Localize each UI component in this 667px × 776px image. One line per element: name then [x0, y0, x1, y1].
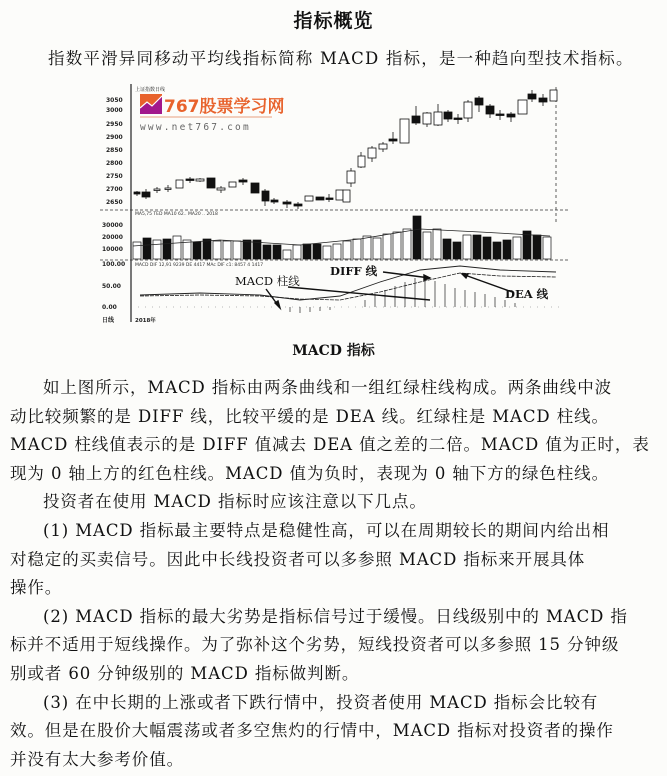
macd-histogram — [290, 278, 515, 313]
annotation-diff-line: DIFF 线 — [330, 264, 378, 278]
figure-caption: MACD 指标 — [292, 343, 375, 359]
svg-text:3000: 3000 — [106, 107, 123, 114]
annotation-dea-line: DEA 线 — [505, 287, 549, 301]
svg-text:100.00: 100.00 — [102, 261, 126, 268]
macd-chart-figure — [100, 82, 570, 330]
svg-text:2700: 2700 — [106, 186, 123, 193]
watermark-brand: 767股票学习网 — [164, 97, 285, 117]
paragraph-point-2 — [10, 603, 660, 689]
text-line: 效。但是在股价大幅震荡或者多空焦灼的行情中，MACD 指标对投资者的操作 — [10, 721, 614, 741]
text-line: 别或者 60 分钟级别的 MACD 指标做判断。 — [10, 663, 360, 683]
text-line: 操作。 — [10, 578, 63, 598]
svg-text:30000: 30000 — [102, 222, 123, 229]
svg-text:50.00: 50.00 — [102, 283, 121, 290]
price-axis — [106, 97, 123, 206]
paragraph-point-3 — [10, 689, 660, 775]
svg-text:MA5,75 TED MA10 62.. MA20 ..: MA5,75 TED MA10 62.. MA20 .. 2018 — [135, 212, 218, 217]
paragraph-description — [10, 374, 660, 488]
text-line: MACD 柱线值表示的是 DIFF 值减去 DEA 值之差的二倍。MACD 值为正时，表 — [10, 435, 650, 455]
article-body — [10, 374, 660, 774]
text-line: (2) MACD 指标的最大劣势是指标信号过于缓慢。日线级别中的 MACD 指 — [43, 606, 628, 626]
annotation-macd-bar: MACD 柱线 — [235, 274, 300, 288]
text-line: (3) 在中长期的上涨或者下跌行情中，投资者使用 MACD 指标会比较有 — [43, 692, 599, 712]
svg-text:2850: 2850 — [106, 147, 123, 154]
svg-text:MACD DIF 12,91 9239 DE 4417: MACD DIF 12,91 9239 DE 4417 MAc DIF c1: 8457 4 1417 — [135, 263, 264, 268]
text-line: (1) MACD 指标最主要特点是稳健性高，可以在周期较长的期间内给出相 — [43, 520, 610, 540]
svg-text:10000: 10000 — [102, 246, 123, 253]
text-line: 并没有太大参考价值。 — [10, 749, 184, 769]
svg-text:2950: 2950 — [106, 121, 123, 128]
svg-text:2650: 2650 — [106, 199, 123, 206]
paragraph-point-1 — [10, 517, 660, 603]
text-line: 现为 0 轴上方的红色柱线。MACD 值为负时，表现为 0 轴下方的绿色柱线。 — [10, 463, 609, 483]
volume-bars — [133, 216, 551, 259]
svg-text:20000: 20000 — [102, 234, 123, 241]
macd-axis — [102, 261, 125, 311]
page-title: 指标概览 — [293, 10, 374, 32]
text-line: 如上图所示，MACD 指标由两条曲线和一组红绿柱线构成。两条曲线中波 — [43, 378, 613, 397]
svg-text:2018年: 2018年 — [135, 318, 156, 324]
svg-text:3050: 3050 — [106, 97, 123, 104]
chart-header-label: 上证指数日线 — [135, 87, 166, 93]
svg-text:2900: 2900 — [106, 134, 123, 141]
svg-text:日线: 日线 — [102, 317, 115, 324]
paragraph-notes-intro — [10, 488, 660, 517]
watermark-logo — [140, 94, 162, 114]
svg-text:0.00: 0.00 — [102, 304, 117, 311]
intro-text: 指数平滑异同移动平均线指标简称 MACD 指标，是一种趋向型技术指标。 — [48, 49, 634, 68]
volume-axis — [102, 222, 123, 253]
text-line: 投资者在使用 MACD 指标时应该注意以下几点。 — [43, 492, 427, 512]
text-line: 对稳定的买卖信号。因此中长线投资者可以多参照 MACD 指标来开展具体 — [10, 549, 586, 569]
text-line: 标并不适用于短线操作。为了弥补这个劣势，短线投资者可以多参照 15 分钟级 — [10, 635, 620, 655]
svg-text:2750: 2750 — [106, 173, 123, 180]
watermark-url: www.net767.com — [140, 122, 251, 133]
text-line: 动比较频繁的是 DIFF 线，比较平缓的是 DEA 线。红绿柱是 MACD 柱线。 — [10, 406, 609, 426]
svg-text:2800: 2800 — [106, 160, 123, 167]
